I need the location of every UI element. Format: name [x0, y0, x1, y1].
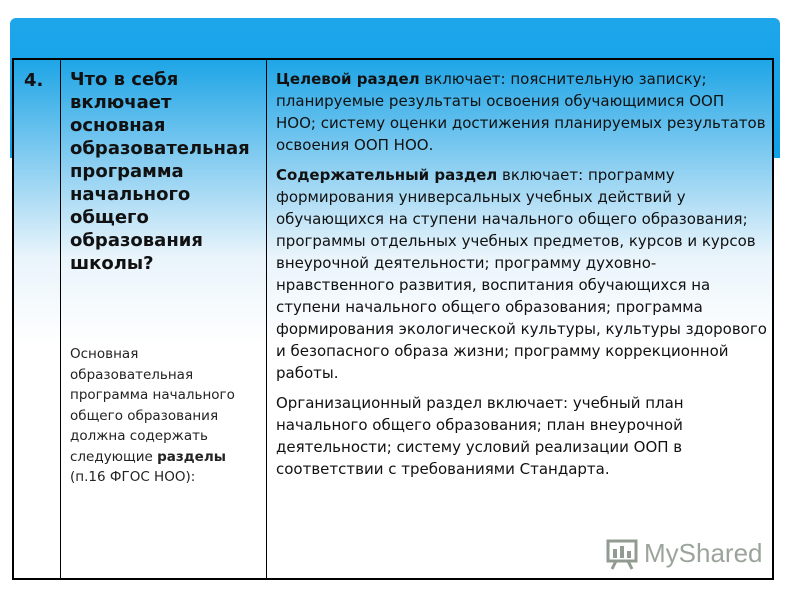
note-reference: (п.16 ФГОС НОО): [70, 469, 196, 485]
section-text: включает: программу формирования универсальных учебных действий у обучающихся на ступени начального общего образования; программы отдельных учебных предметов, курсов и курсов внеурочной деятельности; программу духовно-нравственного развития, воспитания обучающихся на ступени начального общего образования; программа формирования экологической культуры, культуры здорового и безопасного образа жизни; программу коррекционной работы. [276, 166, 767, 382]
question-text: Что в себя включает основная образовательная программа начального общего образования школы? [70, 69, 250, 274]
content-table [12, 58, 774, 580]
section-title: Содержательный раздел [276, 166, 498, 184]
section-target [276, 68, 768, 156]
answer-cell [276, 68, 768, 488]
column-divider [60, 60, 61, 578]
note-bold: разделы [157, 448, 226, 465]
section-text: Организационный раздел включает: учебный план начального общего образования; план внеурочной деятельности; систему условий реализации ООП в соответствии с требованиями Стандарта. [276, 394, 684, 478]
note-text: Основная образовательная программа начального общего образования должна содержать следующие [70, 346, 235, 465]
myshared-watermark [604, 533, 764, 573]
section-title: Целевой раздел [276, 70, 420, 88]
watermark-text: MyShared [644, 537, 763, 568]
section-text: включает: пояснительную записку; планируемые результаты освоения обучающимися ООП НОО; систему оценки достижения планируемых результатов освоения ООП НОО. [276, 70, 766, 154]
section-organizational [276, 392, 768, 480]
row-number: 4. [24, 70, 44, 91]
column-divider [266, 60, 267, 578]
requirement-note [70, 344, 256, 488]
presentation-board-icon [604, 535, 640, 571]
section-content [276, 164, 768, 384]
